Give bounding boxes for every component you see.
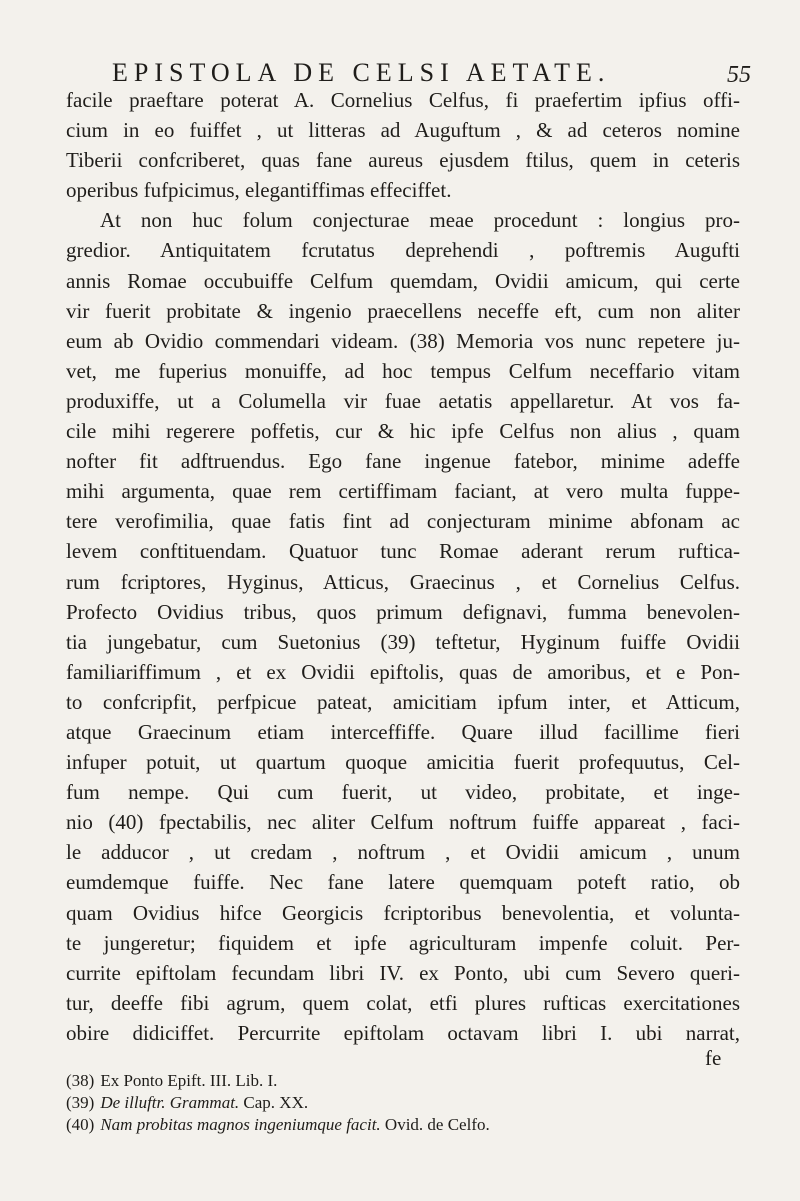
text-line: obire didiciffet. Percurrite epiftolam octavam libri I. ubi narrat, — [66, 1020, 740, 1045]
text-line: rum fcriptores, Hyginus, Atticus, Graecinus , et Cornelius Celfus. — [66, 569, 740, 594]
text-line: infuper potuit, ut quartum quoque amicitia fuerit profequutus, Cel- — [66, 750, 740, 775]
footnote-tail: Cap. XX. — [239, 1093, 309, 1112]
footnote-number: (38) — [66, 1071, 95, 1090]
text-line: nofter fit adftruendus. Ego fane ingenue fatebor, minime adeffe — [66, 449, 740, 474]
text-line: tere verofimilia, quae fatis fint ad conjecturam minime abfonam ac — [66, 509, 740, 534]
footnote-text: Ex Ponto Epift. III. Lib. I. — [100, 1071, 278, 1090]
text-line: le adducor , ut credam , noftrum , et Ovidii amicum , unum — [66, 840, 740, 865]
text-line: te jungeretur; fiquidem et ipfe agriculturam impenfe coluit. Per- — [66, 930, 740, 955]
footnote — [66, 1114, 740, 1136]
text-line: annis Romae occubuiffe Celfum quemdam, Ovidii amicum, qui certe — [66, 268, 740, 293]
text-line: familiariffimum , et ex Ovidii epiftolis, quas de amoribus, et e Pon- — [66, 659, 740, 684]
footnotes — [66, 1070, 740, 1136]
text-line: tur, deeffe fibi agrum, quem colat, etfi plures rufticas exercitationes — [66, 990, 740, 1015]
text-line: vet, me fuperius monuiffe, ad hoc tempus Celfum neceffario vitam — [66, 358, 740, 383]
text-line: currite epiftolam fecundam libri IV. ex Ponto, ubi cum Severo queri- — [66, 960, 740, 985]
running-title: EPISTOLA DE CELSI AETATE. — [112, 58, 611, 87]
text-line: eumdemque fuiffe. Nec fane latere quemquam poteft ratio, ob — [66, 870, 740, 895]
text-line: tia jungebatur, cum Suetonius (39) teftetur, Hyginum fuiffe Ovidii — [66, 629, 740, 654]
footnote-text: Nam probitas magnos ingeniumque facit. — [100, 1115, 381, 1134]
text-line: mihi argumenta, quae rem certiffimam faciant, at vero multa fuppe- — [66, 479, 740, 504]
text-line: operibus fufpicimus, elegantiffimas effeciffet. — [66, 178, 452, 203]
footnote-number: (40) — [66, 1115, 95, 1134]
footnote-tail: Ovid. de Celfo. — [380, 1115, 490, 1134]
footnote-text: De illuftr. Grammat. — [100, 1093, 240, 1112]
text-line: Tiberii confcriberet, quas fane aureus ejusdem ftilus, quem in ceteris — [66, 148, 740, 173]
text-line: atque Graecinum etiam interceffiffe. Quare illud facillime fieri — [66, 719, 740, 744]
catchword: fe — [705, 1046, 722, 1070]
footnote — [66, 1092, 740, 1114]
text-line: Profecto Ovidius tribus, quos primum defignavi, fumma benevolen- — [66, 599, 740, 624]
body-text — [66, 85, 740, 1048]
text-line: produxiffe, ut a Columella vir fuae aetatis appellaretur. At vos fa- — [66, 388, 740, 413]
text-line: levem conftituendam. Quatuor tunc Romae aderant rerum ruftica- — [66, 539, 740, 564]
text-line: nio (40) fpectabilis, nec aliter Celfum noftrum fuiffe appareat , faci- — [66, 810, 740, 835]
text-line: gredior. Antiquitatem fcrutatus deprehendi , poftremis Augufti — [66, 238, 740, 263]
text-line: At non huc folum conjecturae meae procedunt : longius pro- — [100, 208, 740, 233]
page-number: 55 — [727, 62, 751, 88]
footnote-number: (39) — [66, 1093, 95, 1112]
text-line: cium in eo fuiffet , ut litteras ad Auguftum , & ad ceteros nomine — [66, 118, 740, 143]
text-line: facile praeftare poterat A. Cornelius Celfus, fi praefertim ipfius offi- — [66, 88, 740, 112]
text-line: cile mihi regerere poffetis, cur & hic ipfe Celfus non alius , quam — [66, 419, 740, 444]
text-line: vir fuerit probitate & ingenio praecellens neceffe eft, cum non aliter — [66, 298, 740, 323]
footnote — [66, 1070, 740, 1092]
text-line: quam Ovidius hifce Georgicis fcriptoribus benevolentia, et volunta- — [66, 900, 740, 925]
text-line: to confcripfit, perfpicue pateat, amicitiam ipfum inter, et Atticum, — [66, 689, 740, 714]
text-line: eum ab Ovidio commendari videam. (38) Memoria vos nunc repetere ju- — [66, 328, 740, 353]
text-line: fum nempe. Qui cum fuerit, ut video, probitate, et inge- — [66, 780, 740, 805]
